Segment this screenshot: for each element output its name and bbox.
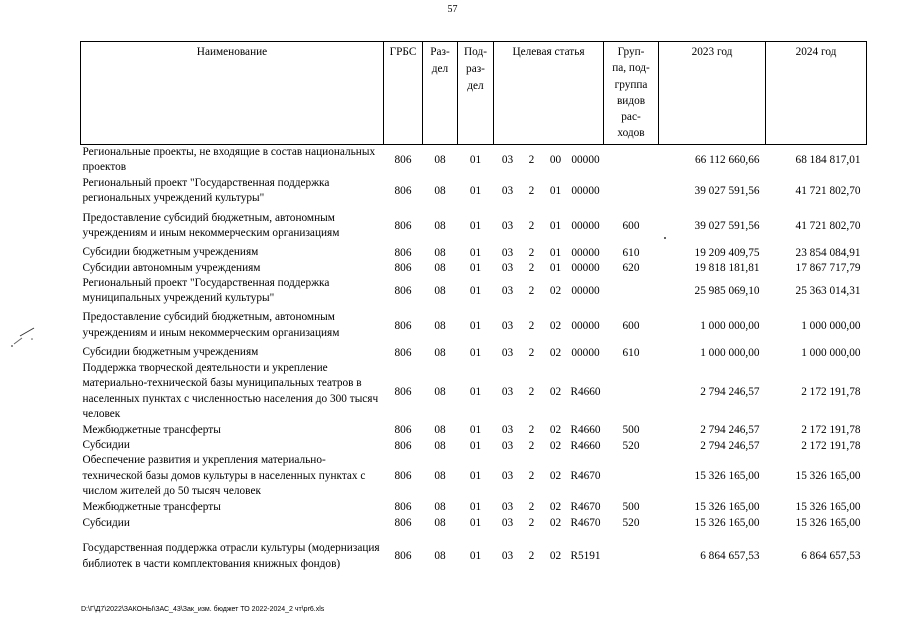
target-subprogram-cell: 2: [528, 439, 535, 452]
row-name-cell: Региональный проект "Государственная поддержка региональных учреждений культуры": [82, 176, 330, 205]
target-project-cell: 02: [549, 424, 562, 437]
amount-2024-cell: 23 854 084,91: [795, 246, 861, 259]
target-direction-cell: R4660: [570, 424, 601, 437]
table-row: [81, 207, 867, 245]
target-direction-cell: R5191: [570, 550, 601, 563]
expense-group-cell: [604, 361, 659, 423]
grbs-cell: 806: [394, 517, 412, 530]
amount-2024-cell: 2 172 191,78: [801, 424, 861, 437]
expense-group-cell: 620: [622, 262, 640, 275]
target-program-cell: 03: [501, 319, 514, 332]
target-project-cell: 01: [549, 220, 562, 233]
grbs-cell: 806: [394, 220, 412, 233]
podrazdel-cell: 01: [469, 262, 482, 275]
target-project-cell: 01: [549, 185, 562, 198]
row-name-cell: Поддержка творческой деятельности и укрепление материально-технической базы муниципальных театров в населенных пунктах с численностью населения до 300 тысяч человек: [82, 362, 379, 421]
row-name-cell: Предоставление субсидий бюджетным, автономным учреждениям и иным некоммерческим организациям: [82, 311, 340, 339]
razdel-cell: 08: [434, 501, 446, 514]
amount-2023-cell: 25 985 069,10: [694, 285, 760, 298]
target-program-cell: 03: [501, 285, 514, 298]
target-subprogram-cell: 2: [528, 517, 535, 530]
table-row: [81, 245, 867, 260]
podrazdel-cell: 01: [469, 385, 482, 398]
header-name: Наименование: [81, 42, 384, 145]
razdel-cell: 08: [434, 185, 446, 198]
table-header: [81, 42, 867, 145]
target-project-cell: 02: [549, 439, 562, 452]
amount-2023-cell: 15 326 165,00: [694, 470, 760, 483]
row-name-cell: Субсидии: [82, 516, 130, 529]
target-subprogram-cell: 2: [528, 385, 535, 398]
amount-2023-cell: 19 209 409,75: [694, 246, 760, 259]
razdel-cell: 08: [434, 220, 446, 233]
header-expense-group: Груп- па, под- группа видов рас- ходов: [604, 42, 659, 145]
target-program-cell: 03: [501, 220, 514, 233]
expense-group-cell: 610: [622, 246, 640, 259]
target-program-cell: 03: [501, 262, 514, 275]
target-project-cell: 02: [549, 550, 562, 563]
target-program-cell: 03: [501, 470, 514, 483]
amount-2024-cell: 1 000 000,00: [801, 346, 861, 359]
target-direction-cell: 00000: [571, 285, 600, 298]
amount-2024-cell: 2 172 191,78: [801, 385, 861, 398]
expense-group-cell: [604, 532, 659, 582]
razdel-cell: 08: [434, 285, 446, 298]
row-name-cell: Предоставление субсидий бюджетным, автономным учреждениям и иным некоммерческим организациям: [82, 211, 340, 240]
razdel-cell: 08: [434, 246, 446, 259]
table-row: [81, 361, 867, 423]
header-2023: 2023 год: [659, 42, 766, 145]
razdel-cell: 08: [434, 153, 446, 166]
target-subprogram-cell: 2: [528, 185, 535, 198]
grbs-cell: 806: [394, 262, 412, 275]
target-direction-cell: R4670: [570, 517, 601, 530]
amount-2023-cell: 15 326 165,00: [694, 501, 760, 514]
amount-2024-cell: 17 867 717,79: [795, 262, 861, 275]
amount-2024-cell: 41 721 802,70: [795, 220, 861, 233]
row-name-cell: Субсидии бюджетным учреждениям: [82, 346, 259, 359]
razdel-cell: 08: [434, 346, 446, 359]
grbs-cell: 806: [394, 439, 412, 452]
amount-2023-cell: 15 326 165,00: [694, 517, 760, 530]
table-row: [81, 261, 867, 276]
grbs-cell: 806: [394, 153, 412, 166]
header-podrazdel: Под- раз- дел: [458, 42, 494, 145]
target-direction-cell: R4660: [570, 439, 601, 452]
target-project-cell: 02: [549, 346, 562, 359]
table-body: [81, 144, 867, 581]
scan-mark: [8, 322, 42, 352]
grbs-cell: 806: [394, 424, 412, 437]
razdel-cell: 08: [434, 385, 446, 398]
target-subprogram-cell: 2: [528, 153, 535, 166]
file-path-footer: D:\Г\Д7\2022\ЗАКОНЫ\ЗАС_43\Зак_изм. бюджет ТО 2022-2024_2 чт\pr6.xls: [81, 606, 325, 613]
amount-2023-cell: 6 864 657,53: [700, 550, 760, 563]
grbs-cell: 806: [394, 550, 412, 563]
grbs-cell: 806: [394, 185, 412, 198]
target-project-cell: 00: [549, 153, 562, 166]
table-row: [81, 345, 867, 361]
expense-group-cell: 520: [622, 439, 640, 452]
target-subprogram-cell: 2: [528, 246, 535, 259]
table-row: [81, 276, 867, 307]
expense-group-cell: [604, 175, 659, 207]
target-direction-cell: 00000: [571, 153, 600, 166]
podrazdel-cell: 01: [469, 220, 482, 233]
podrazdel-cell: 01: [469, 285, 482, 298]
target-subprogram-cell: 2: [528, 319, 535, 332]
target-program-cell: 03: [501, 346, 514, 359]
row-name-cell: Государственная поддержка отрасли культуры (модернизация библиотек в части комплектования книжных фондов): [82, 542, 380, 570]
target-direction-cell: 00000: [571, 262, 600, 275]
amount-2023-cell: 39 027 591,56: [694, 220, 760, 233]
expense-group-cell: [604, 276, 659, 307]
target-subprogram-cell: 2: [528, 262, 535, 275]
page-number: 57: [447, 4, 458, 15]
row-name-cell: Региональные проекты, не входящие в состав национальных проектов: [82, 145, 376, 173]
target-subprogram-cell: 2: [528, 550, 535, 563]
grbs-cell: 806: [394, 346, 412, 359]
target-subprogram-cell: 2: [528, 285, 535, 298]
grbs-cell: 806: [394, 501, 412, 514]
target-project-cell: 02: [549, 470, 562, 483]
amount-2024-cell: 15 326 165,00: [795, 501, 861, 514]
target-subprogram-cell: 2: [528, 346, 535, 359]
expense-group-cell: 600: [622, 319, 640, 332]
expense-group-cell: 520: [622, 517, 640, 530]
row-name-cell: Субсидии автономным учреждениям: [82, 261, 261, 274]
expense-group-cell: 600: [622, 220, 640, 233]
table-row: [81, 423, 867, 438]
podrazdel-cell: 01: [469, 470, 482, 483]
target-program-cell: 03: [501, 153, 514, 166]
razdel-cell: 08: [434, 319, 446, 332]
target-program-cell: 03: [501, 385, 514, 398]
amount-2023-cell: 2 794 246,57: [700, 424, 760, 437]
table-row: [81, 500, 867, 516]
target-direction-cell: R4670: [570, 470, 601, 483]
grbs-cell: 806: [394, 319, 412, 332]
table-row: [81, 453, 867, 499]
row-name-cell: Субсидии: [82, 439, 130, 452]
target-project-cell: 02: [549, 517, 562, 530]
target-program-cell: 03: [501, 439, 514, 452]
header-2024: 2024 год: [766, 42, 867, 145]
amount-2023-cell: 1 000 000,00: [700, 346, 760, 359]
target-program-cell: 03: [501, 501, 514, 514]
header-target-article: Целевая статья: [494, 42, 604, 145]
header-grbs: ГРБС: [384, 42, 423, 145]
grbs-cell: 806: [394, 246, 412, 259]
target-project-cell: 01: [549, 262, 562, 275]
podrazdel-cell: 01: [469, 550, 482, 563]
target-direction-cell: 00000: [571, 185, 600, 198]
amount-2023-cell: 1 000 000,00: [700, 319, 760, 332]
target-project-cell: 01: [549, 246, 562, 259]
target-project-cell: 02: [549, 385, 562, 398]
amount-2024-cell: 41 721 802,70: [795, 185, 861, 198]
expense-group-cell: 610: [622, 346, 640, 359]
amount-2024-cell: 2 172 191,78: [801, 439, 861, 452]
podrazdel-cell: 01: [469, 246, 482, 259]
target-project-cell: 02: [549, 285, 562, 298]
podrazdel-cell: 01: [469, 346, 482, 359]
target-program-cell: 03: [501, 185, 514, 198]
amount-2023-cell: 39 027 591,56: [694, 185, 760, 198]
podrazdel-cell: 01: [469, 439, 482, 452]
target-subprogram-cell: 2: [528, 470, 535, 483]
amount-2023-cell: 19 818 181,81: [694, 262, 760, 275]
razdel-cell: 08: [434, 517, 446, 530]
target-direction-cell: 00000: [571, 346, 600, 359]
podrazdel-cell: 01: [469, 185, 482, 198]
budget-table: [80, 41, 867, 582]
target-subprogram-cell: 2: [528, 501, 535, 514]
target-subprogram-cell: 2: [528, 220, 535, 233]
row-name-cell: Межбюджетные трансферты: [82, 500, 221, 513]
razdel-cell: 08: [434, 262, 446, 275]
amount-2023-cell: 2 794 246,57: [700, 385, 760, 398]
grbs-cell: 806: [394, 470, 412, 483]
expense-group-cell: [604, 453, 659, 499]
amount-2024-cell: 15 326 165,00: [795, 470, 861, 483]
target-direction-cell: R4660: [570, 385, 601, 398]
target-program-cell: 03: [501, 424, 514, 437]
expense-group-cell: 500: [622, 501, 640, 514]
amount-2024-cell: 6 864 657,53: [801, 550, 861, 563]
target-direction-cell: 00000: [571, 319, 600, 332]
amount-2024-cell: 25 363 014,31: [795, 285, 861, 298]
row-name-cell: Межбюджетные трансферты: [82, 423, 221, 436]
target-direction-cell: R4670: [570, 501, 601, 514]
target-subprogram-cell: 2: [528, 424, 535, 437]
table-row: [81, 307, 867, 345]
podrazdel-cell: 01: [469, 153, 482, 166]
row-name-cell: Субсидии бюджетным учреждениям: [82, 246, 259, 259]
podrazdel-cell: 01: [469, 517, 482, 530]
row-name-cell: Обеспечение развития и укрепления материально-технической базы домов культуры в населенных пунктах с числом жителей до 50 тысяч человек: [82, 454, 366, 498]
row-name-cell: Региональный проект "Государственная поддержка муниципальных учреждений культуры": [82, 277, 330, 305]
grbs-cell: 806: [394, 385, 412, 398]
razdel-cell: 08: [434, 470, 446, 483]
amount-2024-cell: 15 326 165,00: [795, 517, 861, 530]
target-project-cell: 02: [549, 319, 562, 332]
razdel-cell: 08: [434, 424, 446, 437]
header-razdel: Раз- дел: [423, 42, 458, 145]
table-row: [81, 144, 867, 175]
target-program-cell: 03: [501, 246, 514, 259]
target-program-cell: 03: [501, 517, 514, 530]
target-project-cell: 02: [549, 501, 562, 514]
table-row: [81, 516, 867, 532]
expense-group-cell: 500: [622, 424, 640, 437]
amount-2023-cell: 2 794 246,57: [700, 439, 760, 452]
razdel-cell: 08: [434, 439, 446, 452]
amount-2023-cell: 66 112 660,66: [694, 153, 760, 166]
amount-2024-cell: 1 000 000,00: [801, 319, 861, 332]
table-row: [81, 175, 867, 207]
table-row: [81, 532, 867, 582]
expense-group-cell: [604, 144, 659, 175]
amount-2024-cell: 68 184 817,01: [795, 153, 861, 166]
target-direction-cell: 00000: [571, 220, 600, 233]
podrazdel-cell: 01: [469, 501, 482, 514]
target-direction-cell: 00000: [571, 246, 600, 259]
razdel-cell: 08: [434, 550, 446, 563]
table-row: [81, 438, 867, 453]
grbs-cell: 806: [394, 285, 412, 298]
podrazdel-cell: 01: [469, 319, 482, 332]
target-program-cell: 03: [501, 550, 514, 563]
podrazdel-cell: 01: [469, 424, 482, 437]
